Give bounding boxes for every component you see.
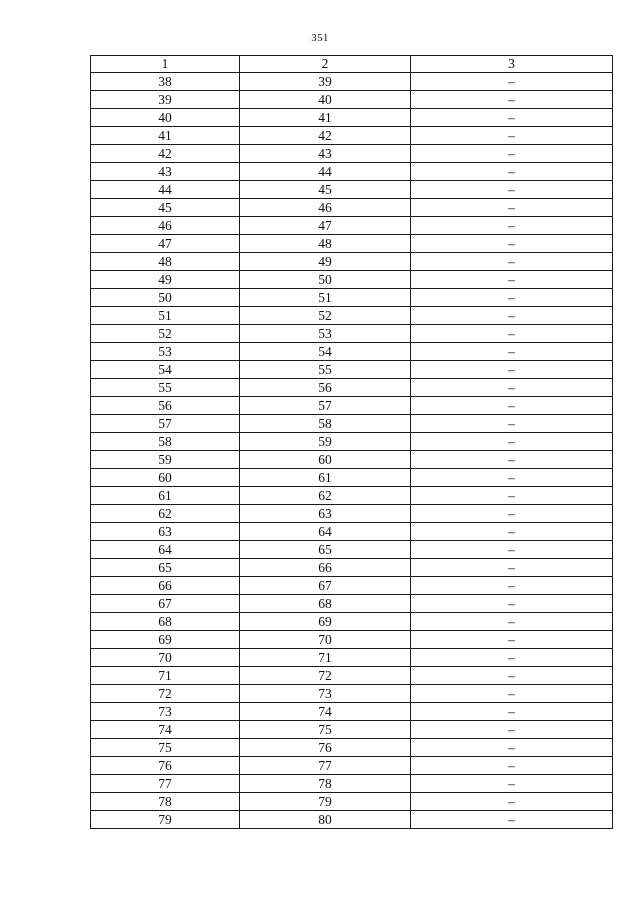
table-cell-col-1: 43 (91, 163, 240, 181)
table-cell-col-3: – (411, 631, 613, 649)
table-row (91, 505, 613, 523)
table-cell-col-2: 75 (240, 721, 411, 739)
column-header-1: 1 (91, 56, 240, 73)
table-cell-col-3: – (411, 811, 613, 829)
table-cell-col-1: 78 (91, 793, 240, 811)
table-row (91, 325, 613, 343)
table-cell-col-3: – (411, 217, 613, 235)
table-row (91, 487, 613, 505)
table-row (91, 559, 613, 577)
table-cell-col-1: 45 (91, 199, 240, 217)
table-cell-col-2: 44 (240, 163, 411, 181)
table-cell-col-1: 47 (91, 235, 240, 253)
table-cell-col-2: 79 (240, 793, 411, 811)
table-row (91, 703, 613, 721)
table-cell-col-3: – (411, 577, 613, 595)
table-cell-col-1: 61 (91, 487, 240, 505)
table-cell-col-2: 71 (240, 649, 411, 667)
table-cell-col-1: 79 (91, 811, 240, 829)
table-cell-col-3: – (411, 469, 613, 487)
table-cell-col-3: – (411, 685, 613, 703)
table-row (91, 271, 613, 289)
table-row (91, 523, 613, 541)
table-cell-col-1: 77 (91, 775, 240, 793)
table-cell-col-2: 45 (240, 181, 411, 199)
table-cell-col-3: – (411, 523, 613, 541)
table-row (91, 73, 613, 91)
table-cell-col-2: 74 (240, 703, 411, 721)
table-cell-col-1: 66 (91, 577, 240, 595)
table-cell-col-2: 41 (240, 109, 411, 127)
table-cell-col-1: 44 (91, 181, 240, 199)
table-cell-col-2: 64 (240, 523, 411, 541)
table-cell-col-3: – (411, 289, 613, 307)
table-cell-col-1: 50 (91, 289, 240, 307)
table-row (91, 91, 613, 109)
table-cell-col-2: 56 (240, 379, 411, 397)
table-cell-col-1: 39 (91, 91, 240, 109)
table-cell-col-3: – (411, 433, 613, 451)
table-cell-col-2: 59 (240, 433, 411, 451)
table-row (91, 217, 613, 235)
table-cell-col-2: 63 (240, 505, 411, 523)
table-cell-col-3: – (411, 451, 613, 469)
table-cell-col-1: 56 (91, 397, 240, 415)
table-row (91, 541, 613, 559)
table-cell-col-3: – (411, 361, 613, 379)
table-row (91, 685, 613, 703)
table-row (91, 145, 613, 163)
table-cell-col-1: 55 (91, 379, 240, 397)
table-cell-col-3: – (411, 775, 613, 793)
table-row (91, 631, 613, 649)
table-cell-col-3: – (411, 91, 613, 109)
table-cell-col-2: 72 (240, 667, 411, 685)
column-header-2: 2 (240, 56, 411, 73)
table-cell-col-2: 49 (240, 253, 411, 271)
table-cell-col-2: 48 (240, 235, 411, 253)
table-row (91, 721, 613, 739)
table-cell-col-1: 74 (91, 721, 240, 739)
table-cell-col-3: – (411, 559, 613, 577)
table-cell-col-3: – (411, 127, 613, 145)
table-row (91, 667, 613, 685)
table-cell-col-3: – (411, 757, 613, 775)
table-cell-col-2: 66 (240, 559, 411, 577)
table-cell-col-3: – (411, 397, 613, 415)
table-cell-col-2: 57 (240, 397, 411, 415)
table-cell-col-2: 46 (240, 199, 411, 217)
table-row (91, 775, 613, 793)
table-cell-col-3: – (411, 379, 613, 397)
table-cell-col-1: 60 (91, 469, 240, 487)
column-header-3: 3 (411, 56, 613, 73)
table-cell-col-3: – (411, 613, 613, 631)
table-cell-col-2: 61 (240, 469, 411, 487)
table-cell-col-2: 43 (240, 145, 411, 163)
table-row (91, 739, 613, 757)
table-cell-col-2: 69 (240, 613, 411, 631)
table-cell-col-2: 58 (240, 415, 411, 433)
table-cell-col-2: 73 (240, 685, 411, 703)
table-cell-col-1: 48 (91, 253, 240, 271)
table-cell-col-2: 65 (240, 541, 411, 559)
table-cell-col-2: 78 (240, 775, 411, 793)
table-cell-col-1: 54 (91, 361, 240, 379)
table-cell-col-1: 49 (91, 271, 240, 289)
table-row (91, 595, 613, 613)
table-cell-col-3: – (411, 163, 613, 181)
table-cell-col-3: – (411, 271, 613, 289)
data-table (90, 55, 613, 829)
table-cell-col-1: 41 (91, 127, 240, 145)
table-row (91, 361, 613, 379)
table-cell-col-2: 40 (240, 91, 411, 109)
table-cell-col-1: 42 (91, 145, 240, 163)
table-cell-col-3: – (411, 181, 613, 199)
table-row (91, 397, 613, 415)
table-cell-col-1: 65 (91, 559, 240, 577)
table-cell-col-3: – (411, 505, 613, 523)
table-row (91, 577, 613, 595)
table-row (91, 163, 613, 181)
table-cell-col-2: 53 (240, 325, 411, 343)
table-body (91, 73, 613, 829)
table-cell-col-3: – (411, 721, 613, 739)
table-cell-col-2: 67 (240, 577, 411, 595)
table-cell-col-3: – (411, 325, 613, 343)
table-cell-col-2: 51 (240, 289, 411, 307)
table-row (91, 649, 613, 667)
table-cell-col-3: – (411, 649, 613, 667)
table-cell-col-2: 54 (240, 343, 411, 361)
table-cell-col-1: 57 (91, 415, 240, 433)
table-cell-col-1: 73 (91, 703, 240, 721)
table-cell-col-3: – (411, 541, 613, 559)
data-table-container (90, 55, 612, 829)
table-cell-col-2: 77 (240, 757, 411, 775)
table-cell-col-1: 40 (91, 109, 240, 127)
table-cell-col-2: 60 (240, 451, 411, 469)
table-row (91, 415, 613, 433)
table-row (91, 289, 613, 307)
table-row (91, 469, 613, 487)
table-cell-col-2: 50 (240, 271, 411, 289)
table-cell-col-2: 80 (240, 811, 411, 829)
table-cell-col-3: – (411, 739, 613, 757)
table-row (91, 811, 613, 829)
table-cell-col-3: – (411, 793, 613, 811)
table-cell-col-1: 52 (91, 325, 240, 343)
table-cell-col-1: 63 (91, 523, 240, 541)
table-row (91, 127, 613, 145)
table-cell-col-2: 70 (240, 631, 411, 649)
table-row (91, 199, 613, 217)
table-cell-col-2: 62 (240, 487, 411, 505)
table-row (91, 451, 613, 469)
table-cell-col-1: 51 (91, 307, 240, 325)
table-cell-col-3: – (411, 415, 613, 433)
table-row (91, 307, 613, 325)
table-cell-col-3: – (411, 595, 613, 613)
table-cell-col-3: – (411, 307, 613, 325)
table-row (91, 613, 613, 631)
table-row (91, 253, 613, 271)
table-cell-col-1: 62 (91, 505, 240, 523)
table-row (91, 793, 613, 811)
table-row (91, 343, 613, 361)
table-cell-col-2: 39 (240, 73, 411, 91)
table-cell-col-3: – (411, 109, 613, 127)
table-row (91, 109, 613, 127)
table-cell-col-1: 46 (91, 217, 240, 235)
table-row (91, 433, 613, 451)
table-cell-col-1: 58 (91, 433, 240, 451)
table-cell-col-1: 59 (91, 451, 240, 469)
table-cell-col-1: 69 (91, 631, 240, 649)
page-number: 351 (311, 32, 329, 44)
table-cell-col-1: 75 (91, 739, 240, 757)
table-cell-col-2: 42 (240, 127, 411, 145)
table-cell-col-2: 55 (240, 361, 411, 379)
table-cell-col-1: 76 (91, 757, 240, 775)
table-cell-col-3: – (411, 487, 613, 505)
table-cell-col-1: 72 (91, 685, 240, 703)
table-cell-col-3: – (411, 703, 613, 721)
table-cell-col-3: – (411, 235, 613, 253)
table-cell-col-1: 64 (91, 541, 240, 559)
table-cell-col-2: 47 (240, 217, 411, 235)
table-cell-col-1: 67 (91, 595, 240, 613)
table-cell-col-3: – (411, 199, 613, 217)
table-cell-col-2: 52 (240, 307, 411, 325)
table-cell-col-2: 68 (240, 595, 411, 613)
table-cell-col-1: 68 (91, 613, 240, 631)
table-cell-col-3: – (411, 73, 613, 91)
table-cell-col-2: 76 (240, 739, 411, 757)
table-header-row (91, 56, 613, 73)
table-cell-col-3: – (411, 667, 613, 685)
table-row (91, 235, 613, 253)
table-cell-col-1: 53 (91, 343, 240, 361)
table-cell-col-3: – (411, 253, 613, 271)
table-row (91, 181, 613, 199)
table-cell-col-3: – (411, 343, 613, 361)
table-row (91, 379, 613, 397)
table-cell-col-1: 70 (91, 649, 240, 667)
table-cell-col-1: 38 (91, 73, 240, 91)
table-row (91, 757, 613, 775)
table-cell-col-1: 71 (91, 667, 240, 685)
table-cell-col-3: – (411, 145, 613, 163)
